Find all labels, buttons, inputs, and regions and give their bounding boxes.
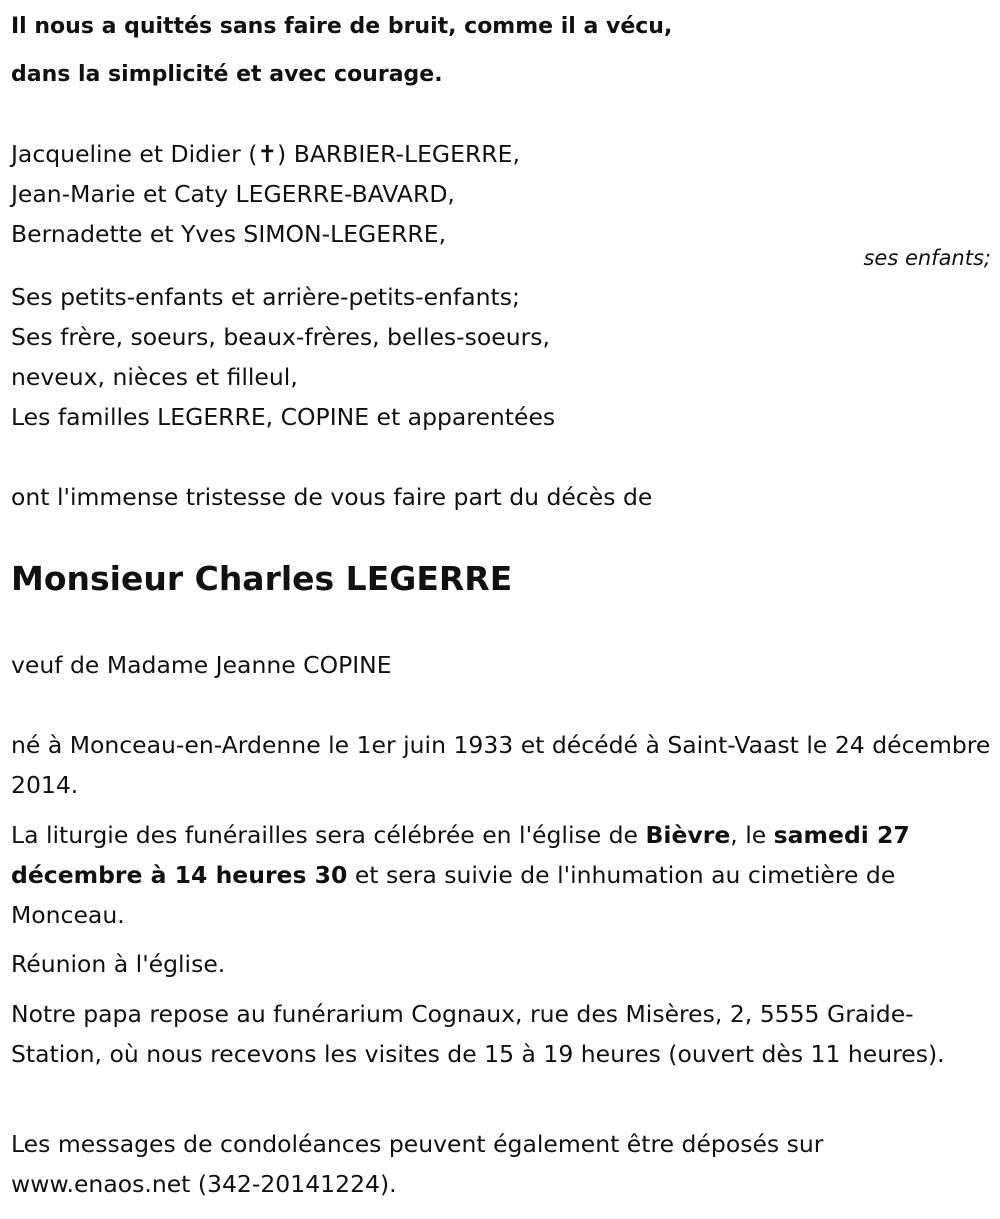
announcement-text: ont l'immense tristesse de vous faire part du décès de — [11, 483, 653, 511]
child-line-2: Jean-Marie et Caty LEGERRE-BAVARD, — [11, 180, 455, 208]
funeral-paragraph — [11, 815, 991, 935]
funeral-place: Bièvre — [645, 821, 731, 849]
funeral-text-1: La liturgie des funérailles sera célébrée en l'église de — [11, 821, 646, 849]
family-line-3: neveux, nièces et filleul, — [11, 363, 298, 391]
family-line-1: Ses petits-enfants et arrière-petits-enfants; — [11, 283, 520, 311]
funeral-text-2: , le — [730, 821, 774, 849]
condolences-paragraph: Les messages de condoléances peuvent également être déposés sur www.enaos.net (342-20141224). — [11, 1130, 824, 1198]
children-label: ses enfants; — [863, 246, 991, 270]
child-line-3: Bernadette et Yves SIMON-LEGERRE, — [11, 220, 447, 248]
birth-death-paragraph: né à Monceau-en-Ardenne le 1er juin 1933 et décédé à Saint-Vaast le 24 décembre 2014. — [11, 731, 991, 799]
widower-text: veuf de Madame Jeanne COPINE — [11, 651, 392, 679]
visitation-paragraph: Notre papa repose au funérarium Cognaux, rue des Misères, 2, 5555 Graide-Station, où nous recevons les visites de 15 à 19 heures (ouvert dès 11 heures). — [11, 1000, 945, 1068]
family-line-2: Ses frère, soeurs, beaux-frères, belles-soeurs, — [11, 323, 551, 351]
meeting-text: Réunion à l'église. — [11, 950, 226, 978]
funeral-datetime: samedi 27 décembre à 14 heures 30 — [11, 821, 910, 889]
funeral-text-3: et sera suivie de l'inhumation au cimetière de Monceau. — [11, 861, 896, 929]
epigraph-line-1: Il nous a quittés sans faire de bruit, comme il a vécu, — [11, 14, 673, 39]
epigraph-line-2: dans la simplicité et avec courage. — [11, 62, 443, 87]
child-line-1: Jacqueline et Didier (✝) BARBIER-LEGERRE, — [11, 140, 520, 168]
family-line-4: Les familles LEGERRE, COPINE et apparentées — [11, 403, 556, 431]
deceased-name: Monsieur Charles LEGERRE — [11, 559, 513, 598]
